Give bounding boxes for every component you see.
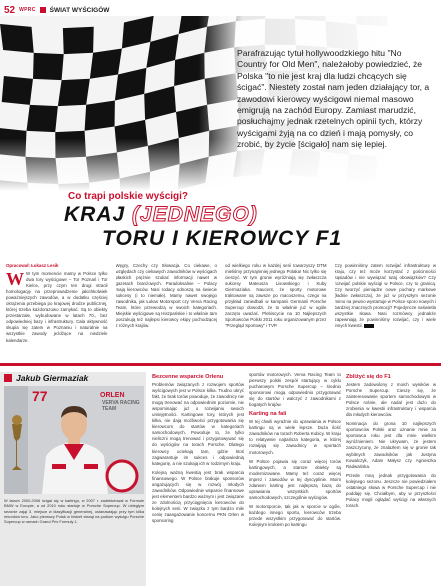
profile-name: Jakub Giermaziak <box>16 373 89 383</box>
paragraph: Jestem zadowolony z moich wyników w Porsche Supercup. Cieszę się, że zainteresowanie sportem samochodowym w Polsce rośnie, ale nadal jest dużo do zrobienia w kwestii infrastruktury i wsparcia dla młodych kierowców. <box>346 382 436 418</box>
column-text: od wielkiego roku w każdej serii towarzyszy DTM mieliśmy przynajmniej jednego Polaka! Nic tylko się cieszyć. W tym gronie wyróżniają się zwłaszcza sukcesy Mateusza Lisowskiego i Kuby Giermaziaka. Naucent, że sporty motorowe traktowane są zawsze po macoszemu, czego na przykład zaniedbali w kampanii Germanii Porsche Supercup dowodzi, że to właśnie już w ogóle zaczęto uważać. Plebiscycie na 10 Najlepszych Sportowców Polski 2011 roku organizowanym przez "Przegląd Sportowy" i TVP. <box>225 263 327 329</box>
article-column-3 <box>225 263 327 361</box>
lower-column-2 <box>249 372 341 586</box>
article-kicker: Co trapi polskie wyścigi? <box>68 191 189 202</box>
subheading: Bezcenne wsparcie Orlenu <box>152 374 224 380</box>
article-title-line1 <box>64 203 258 227</box>
column-text: Czy powinniśmy zatem rozwijać infrastrukturę w kraju, czy też może korzystać z gościnności sąsiadów i nie wywiązać tutaj obowiązków? Czy rozwijać polskie wyścigi w Polsce, czy to granicą. Czy tworzyć pieniądze nowe puchary markowe (ładnie zwłaszcza), że już w przyszłym sezonie mimo na pewno wystartuje w Polsce sporo nowych i bardziej znacznych promocji? Pojedyncze naświetla wszystkie słowa. Nasi rozmówcy jednakże zapewniają że powinniśmy rozwijać, czy i wiele innych kwestii. <box>334 263 436 329</box>
photo-team: VERVA RACING TEAM <box>102 400 140 412</box>
section-marker-icon <box>4 374 12 382</box>
article-column-4 <box>335 263 437 361</box>
article-column-1 <box>6 263 108 361</box>
paragraph: W motorsporcie, tak jak w sporcie w ogóle, każdego innego sportu, kierowców trzeba przede wszystkim przygotować do startów. Kolejnym krokiem po kartingu <box>249 503 341 528</box>
paragraph: Kolejną ważną kwestią jest brak wsparcia finansowego. W Polsce brakuje sponsorów angażujących się w rozwój młodych zawodników. Odpowiednie wsparcie finansowe jest elementem bardzo ważnym i jest związane ze zdolnością przyciągnięcia kierowców do kolejnych serii. W związku z tym bardzo mile cenię zaangażowanie koncernu PKN Orlen w sponsoring <box>152 469 244 524</box>
drop-cap: W <box>6 269 24 289</box>
lower-column-3 <box>346 372 436 586</box>
article-title-line2: TORU I KIEROWCY F1 <box>102 227 343 250</box>
profile-namebar <box>0 372 146 384</box>
photo-sponsor: ORLEN <box>100 392 125 399</box>
profile-box <box>0 372 146 586</box>
section-marker-icon <box>40 7 46 13</box>
section-title: ŚWIAT WYŚCIGÓW <box>49 6 110 14</box>
paragraph: Nominacja do grona 10 najlepszych sportowców Polski oraz uznanie mnie za sportowca roku jest dla mnie wielkim wyróżnieniem. Nie ukrywam, że jestem zaszczycony, że znalazłem się w gronie tak wybitnych zawodników jak Justyna Kowalczyk, Adam Małysz czy Agnieszka Radwańska. <box>346 421 436 469</box>
article-intro: Parafrazując tytuł hollywoodzkiego hitu "No Country for Old Men", należałoby powiedzieć, że Polska "to nie jest kraj dla ludzi chcących się ścigać". Niestety został nam jeden działający tor, a zawodowi kierowcy wyścigowi niemal masowo emigrują na zachód Europy. Zamiast marudzić, posłuchajmy jednak rzetelnych opinii tych, którzy wyścigami żyją na co dzień i mają pomysły, co zrobić, by życie [ścigało] nam się lepiej. <box>237 48 430 150</box>
lower-column-1 <box>152 372 244 586</box>
page-header <box>4 4 109 16</box>
end-mark-icon <box>364 324 374 328</box>
column-text: Węgry, Czechy czy Słowacja. Co ciekawe, o względach czy ciekawych zawodników w wyścigach płaskich prężnie szukać informacji nawet w gazetach branżowych. Paradoksalnie – Polacy mają kierowców. Nasi rodacy odnoszą na świecie sukcesy (i to niemałe). Mamy nawet swojego zawodnika, jak Łukas Motorsport czy Verva Racing Team, które przewodzą w swoich kategoriach. Miejskie wyścigowe są Hiszpańskie i to właśnie tam poszukują też najlepsi kierowcy ekipy pochodzącej z różnych krajów. <box>115 263 217 329</box>
byline: Opracował: Łukasz Lesik <box>6 263 59 268</box>
subheading: Zbliżyć się do F1 <box>346 374 391 380</box>
column-text: W tym momencie mamy w Polsce tylko dwa tory wyścigowe – Tor Poznań i Tor Kielce, przy czym ten drugi stracił homologację na przeprowadzenie jakichkolwiek poważniejszych zawodów, a w dodatku częściej okrążenia przebiega po krajowej drodze publicznej, której trzeba każdorazowo zamykać. Są to obiekty przestarzałe, wybudowane w latach 70., bez odpowiedniej bazy i infrastruktury. Cała aktywność skupia się zatem w Poznaniu i naturalnie na wszystkie zawody jeżdżące na niedziele kalendarze. <box>6 271 108 343</box>
driver-photo <box>4 386 144 494</box>
title-part-b: (JEDNEGO) <box>132 203 258 226</box>
paragraph: W tej chwili wyraźnie do uprawiania w Polsce kartingu są w wiele lepsze. Duża ilość zawodników na torach Roberta Kubicy. W kraju to relatywnie najtańsza kategoria, w której rozwijają się zawodnicy w sportach motorowych. <box>249 419 341 455</box>
section-divider <box>0 363 441 366</box>
paragraph: Problemów związanych z rozwojem sportów wyścigowych jest w Polsce kilka. Trudno ukryć fakt, że brak torów powoduje, że zawodnicy nie mogą trenować na odpowiednim poziomie, nie wspominając już o rozwijaniu swoich umiejętności. Kartingowe tory, których jest kilka, nie dają możliwości przygotowania się kierowcom do startów w kategoriach samochodowych. Powoduje to, że tylko nieliczni mogą trenować i przygotowywać się do wyścigów na torach Porsche. Dlatego kierowcy uciekają tam, gdzie ktoś zagwarantuje im sukces i odpowiednią kategorię, a nie szukają ich w rodzimym kraju. <box>152 382 244 466</box>
subheading: Karting na fali <box>249 411 287 418</box>
profile-caption: W latach 2000-2006 ścigał się w kartingu, w 2007 r. zadebiutował w Formule BMW w Europie, a od 2010 roku startuje w Porsche Supercup. W ubiegłym sezonie zajął 3. miejsce w klasyfikacji generalnej, ustanawiając przy tym kilka rekordów toru. Jako pierwszy Polak w historii stanął na podium wyścigu Porsche Supercup w ramach Grand Prix Formuły 1. <box>4 498 144 525</box>
article-body <box>6 263 436 361</box>
article-column-2 <box>116 263 218 361</box>
photo-number: 77 <box>32 388 48 404</box>
magazine-logo: WPRC <box>19 7 36 13</box>
paragraph: Przede mną jednak przygotowania do kolejnego sezonu. Jeszcze nie powiedziałem ostatniego słowa w Porsche Supercup i nie poddaję się. Chciałbym, aby w przyszłości Polacy mogli oglądać wyścigi na własnych torach. <box>346 472 436 508</box>
paragraph: sportów motorowych. Verva Racing Team to pierwszy polski zespół startujący w cyklu pucharowym Porsche Supercup – średnio sponsorowi mogą odpowiednio przygotować się do startów i walczyć z zawodnikami z bogatych krajów. <box>249 372 341 408</box>
title-part-a: KRAJ <box>64 203 133 226</box>
paragraph: W Polsce pojawia się coraz więcej torów kartingowych, a starsze obiekty są modernizowane. Mamy też coraz więcej imprez i zawodów w tej dyscyplinie. Moim zdaniem karting jest najlepszą bazą do uprawiania wszystkich sportów samochodowych, szczególnie wyścigów. <box>249 458 341 500</box>
page-number: 52 <box>4 4 16 16</box>
